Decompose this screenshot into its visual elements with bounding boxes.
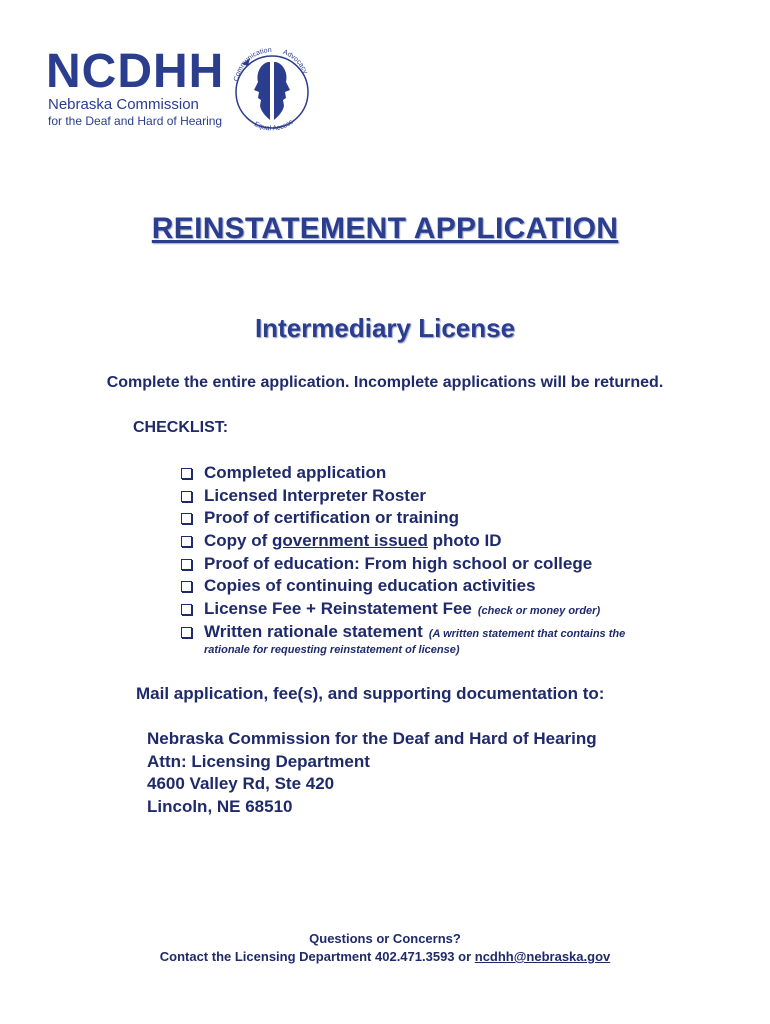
email-link[interactable]: ncdhh@nebraska.gov: [474, 949, 611, 964]
checklist-item: [181, 575, 721, 598]
checklist-label: CHECKLIST:: [133, 419, 229, 436]
contact-line: [0, 949, 770, 964]
checklist-item-text: Proof of education: From high school or college: [204, 553, 593, 573]
contact-text: Contact the Licensing Department 402.471.3593 or: [159, 949, 475, 964]
checkbox-icon: [181, 491, 192, 502]
checklist-item-text: [204, 598, 600, 622]
item-note-continued: rationale for requesting reinstatement of license): [204, 644, 460, 656]
address-line: Nebraska Commission for the Deaf and Hard of Hearing: [147, 729, 597, 748]
checkbox-icon: [181, 536, 192, 547]
item-main: Written rationale statement: [204, 621, 423, 641]
svg-text:Advocacy: [282, 49, 309, 75]
questions-heading: Questions or Concerns?: [309, 931, 461, 946]
checklist-item: [181, 462, 721, 485]
svg-text:Equal Access: [253, 118, 295, 132]
checklist-item: [181, 598, 721, 621]
mail-instructions: Mail application, fee(s), and supporting documentation to:: [136, 684, 605, 703]
address-line: Lincoln, NE 68510: [147, 797, 293, 817]
checklist-item: [181, 507, 721, 530]
checklist-item-text: Licensed Interpreter Roster: [204, 485, 427, 505]
item-underlined: government issued: [272, 531, 428, 551]
emblem-word-advocacy: Advocacy: [281, 48, 309, 75]
checklist-item-text: [204, 621, 625, 645]
address-line: 4600 Valley Rd, Ste 420: [147, 774, 335, 794]
logo-name-line1: Nebraska Commission: [48, 96, 199, 113]
checklist-item-text: Copies of continuing education activities: [204, 576, 536, 596]
document-title: REINSTATEMENT APPLICATION: [151, 212, 619, 245]
item-suffix: photo ID: [427, 531, 502, 551]
checklist-item: [181, 485, 721, 508]
mailing-address: [147, 728, 597, 819]
checklist: [181, 462, 721, 644]
checkbox-icon: [181, 513, 192, 524]
profile-faces-emblem-icon: [224, 44, 316, 140]
emblem-word-equal-access: Equal Access: [252, 118, 295, 133]
checkbox-icon: [181, 581, 192, 592]
emblem-word-communication: Communication: [233, 46, 272, 83]
checklist-item-text: [204, 530, 502, 552]
item-main: License Fee + Reinstatement Fee: [204, 599, 472, 619]
checkbox-icon: [181, 559, 192, 570]
logo-name-line2: for the Deaf and Hard of Hearing: [48, 114, 223, 128]
checklist-item: [181, 530, 721, 553]
instructions-text: Complete the entire application. Incomplete applications will be returned.: [106, 374, 664, 391]
checkbox-icon: [181, 627, 192, 638]
ncdhh-logo: [44, 44, 314, 140]
logo-acronym: NCDHH: [46, 45, 225, 98]
document-subtitle: Intermediary License: [254, 313, 516, 343]
checklist-item: [181, 621, 721, 644]
item-note: (A written statement that contains the: [428, 627, 626, 640]
address-line: Attn: Licensing Department: [147, 751, 370, 771]
checkbox-icon: [181, 604, 192, 615]
checklist-item-text: Completed application: [204, 463, 387, 482]
checkbox-icon: [181, 468, 192, 479]
item-note: (check or money order): [477, 605, 601, 618]
item-prefix: Copy of: [204, 531, 272, 551]
checklist-item-text: Proof of certification or training: [204, 508, 460, 528]
checklist-item: [181, 553, 721, 576]
